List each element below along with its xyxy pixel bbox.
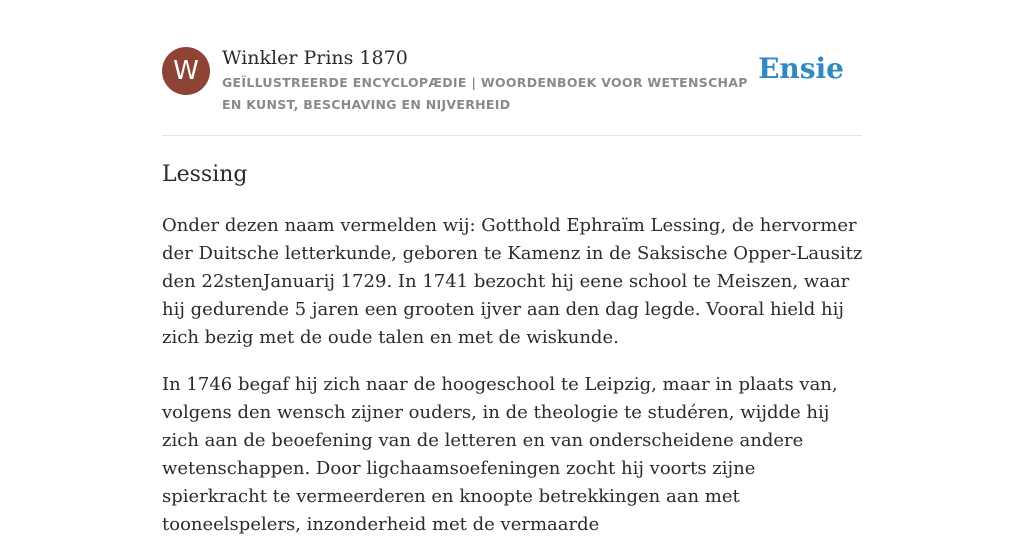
article-title: Lessing	[162, 162, 248, 187]
article-paragraph: Onder dezen naam vermelden wij: Gotthold Ephraïm Lessing, de hervormer der Duitsche letterkunde, geboren te Kamenz in de Saksische Opper-Lausitz den 22stenJanuarij 1729. In 1741 bezocht hij eene school te Meiszen, waar hij gedurende 5 jaren een grooten ijver aan den dag legde. Vooral hield hij zich bezig met de oude talen en met de wiskunde.	[162, 215, 863, 348]
source-title[interactable]: Winkler Prins 1870	[222, 47, 408, 69]
source-subtitle: GEÏLLUSTREERDE ENCYCLOPÆDIE | WOORDENBOEK VOOR WETENSCHAP EN KUNST, BESCHAVING EN NIJVERHEID	[222, 75, 748, 112]
source-header	[162, 46, 862, 116]
article-body	[162, 212, 864, 558]
header-divider	[162, 135, 862, 136]
source-avatar[interactable]: W	[162, 47, 210, 95]
article-paragraph: In 1746 begaf hij zich naar de hoogeschool te Leipzig, maar in plaats van, volgens den wensch zijner ouders, in de theologie te studéren, wijdde hij zich aan de beoefening van de letteren en van onderscheidene andere wetenschappen. Door ligchaamsoefeningen zocht hij voorts zijne spierkracht te vermeerderen en knoopte betrekkingen aan met tooneelspelers, inzonderheid met de vermaarde	[162, 374, 838, 535]
brand-logo[interactable]: Ensie	[758, 52, 844, 85]
